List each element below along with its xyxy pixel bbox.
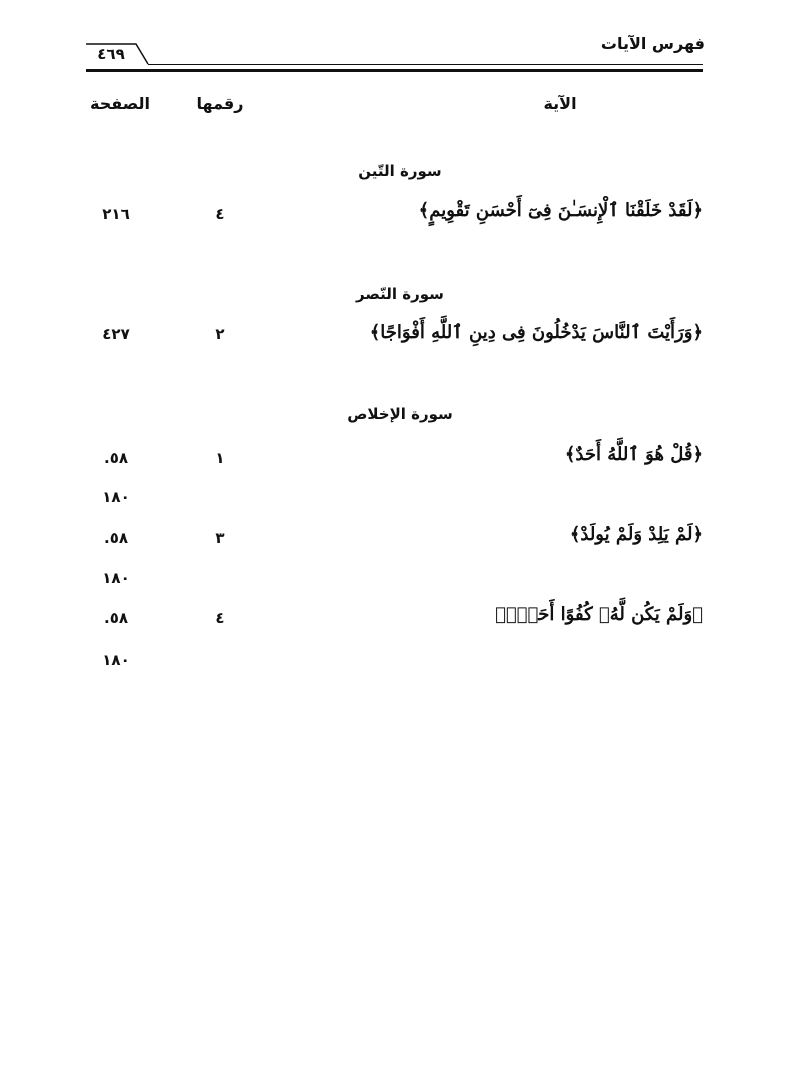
surah-title: سورة النّصر [356,285,444,303]
verse-text: ﴿لَقَدْ خَلَقْنَا ٱلْإِنسَـٰنَ فِىٓ أَحْسَنِ تَقْوِيمٍ﴾ [418,200,703,221]
verse-number: ٤ [215,205,225,223]
page-number: ٤٦٩ [97,45,125,63]
page-reference: ١٨٠ [102,651,130,669]
page-reference: ٤٢٧ [102,325,130,343]
page-reference: ٥٨. [103,529,128,547]
surah-title: سورة الإخلاص [347,405,453,423]
verse-number: ١ [215,449,225,467]
verse-text: ﴿قُلْ هُوَ ٱللَّهُ أَحَدٌ﴾ [564,444,703,465]
column-header-page: الصفحة [89,94,150,113]
page-number-box [86,44,142,66]
verse-number: ٣ [215,529,225,547]
verse-text: ﴿لَمْ يَلِدْ وَلَمْ يُولَدْ﴾ [569,524,703,545]
verse-text: ﴿وَلَمْ يَكُن لَّهُۥ كُفُوًا أَحَدٌۢ﴾ [495,604,703,625]
page-reference: ١٨٠ [102,488,130,506]
page-reference: ٥٨. [103,449,128,467]
surah-title: سورة التّين [358,162,442,180]
verse-number: ٤ [215,609,225,627]
page-reference: ٥٨. [103,609,128,627]
verse-text: ﴿وَرَأَيْتَ ٱلنَّاسَ يَدْخُلُونَ فِى دِينِ ٱللَّهِ أَفْوَاجًا﴾ [369,322,703,343]
column-header-verse: الآية [543,94,577,113]
column-header-verse-number: رقمها [196,94,244,113]
header-rule-thin [148,64,703,65]
header-rule-thick [86,69,703,72]
verse-number: ٢ [215,325,225,343]
running-header-title: فهرس الآيات [600,34,705,53]
page-reference: ٢١٦ [102,205,130,223]
page-reference: ١٨٠ [102,569,130,587]
